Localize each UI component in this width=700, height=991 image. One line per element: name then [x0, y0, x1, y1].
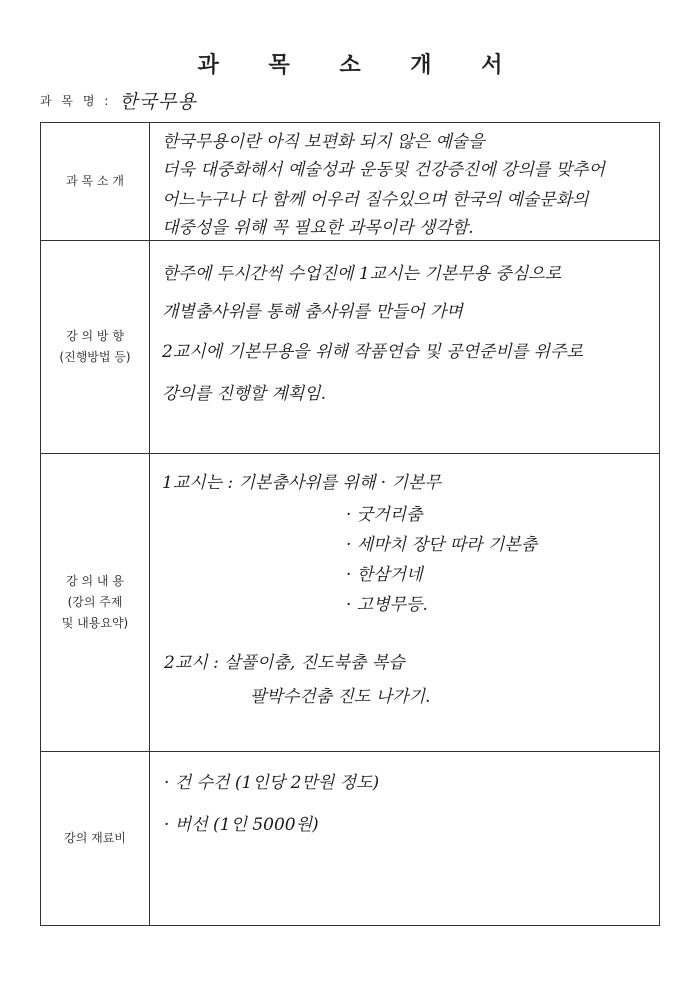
subject-value: 한국무용: [119, 90, 197, 113]
row-course-intro: [41, 123, 660, 241]
document-title: 과 목 소 개 서: [197, 53, 524, 78]
handwritten-line: 한국무용이란 아직 보편화 되지 않은 예술을: [162, 132, 485, 152]
label-line: (진행방법 등): [59, 350, 131, 364]
handwritten-line: 강의를 진행할 계획임.: [162, 384, 327, 404]
handwritten-line: 2교시에 기본무용을 위해 작품연습 및 공연준비를 위주로: [162, 342, 583, 362]
label-line: 강 의 방 향: [66, 329, 124, 343]
course-form-table: [40, 122, 660, 926]
subject-label: 과 목 명 :: [40, 93, 112, 108]
handwritten-line: 개별춤사위를 통해 춤사위를 만들어 가며: [162, 302, 463, 322]
content-course-intro: [150, 123, 660, 241]
handwritten-line: · 건 수건 (1인당 2만원 정도): [164, 773, 380, 793]
label-line: 및 내용요약): [61, 616, 129, 630]
label-line: (강의 주제: [67, 595, 123, 609]
content-lecture-direction: [150, 241, 660, 454]
row-material-fee: [41, 752, 660, 926]
label-lecture-direction: [41, 241, 150, 454]
content-material-fee: [150, 752, 660, 926]
handwritten-line: · 굿거리춤: [346, 505, 423, 525]
handwritten-line: 팔박수건춤 진도 나가기.: [250, 687, 431, 707]
label-line: 강의 재료비: [64, 831, 126, 845]
handwritten-line: 2교시 : 살풀이춤, 진도북춤 복습: [164, 653, 405, 673]
handwritten-line: 1교시는 : 기본춤사위를 위해 · 기본무: [162, 473, 441, 493]
handwritten-line: · 고병무등.: [346, 595, 428, 615]
handwritten-line: 대중성을 위해 꼭 필요한 과목이라 생각함.: [162, 218, 474, 238]
handwritten-line: 어느누구나 다 함께 어우러 질수있으며 한국의 예술문화의: [162, 190, 589, 210]
handwritten-line: · 한삼거네: [346, 565, 423, 585]
row-lecture-direction: [41, 241, 660, 454]
label-course-intro: [41, 123, 150, 241]
handwritten-line: · 세마치 장단 따라 기본춤: [346, 535, 538, 555]
label-material-fee: [41, 752, 150, 926]
handwritten-line: 더욱 대중화해서 예술성과 운동및 건강증진에 강의를 맞추어: [162, 160, 605, 180]
handwritten-line: · 버선 (1인 5000원): [164, 815, 319, 835]
row-lecture-content: [41, 454, 660, 752]
label-line: 강 의 내 용: [66, 574, 124, 588]
subject-line: [40, 88, 197, 112]
label-line: 과 목 소 개: [66, 174, 124, 188]
content-lecture-content: [150, 454, 660, 752]
handwritten-line: 한주에 두시간씩 수업진에 1교시는 기본무용 중심으로: [162, 264, 562, 284]
label-lecture-content: [41, 454, 150, 752]
